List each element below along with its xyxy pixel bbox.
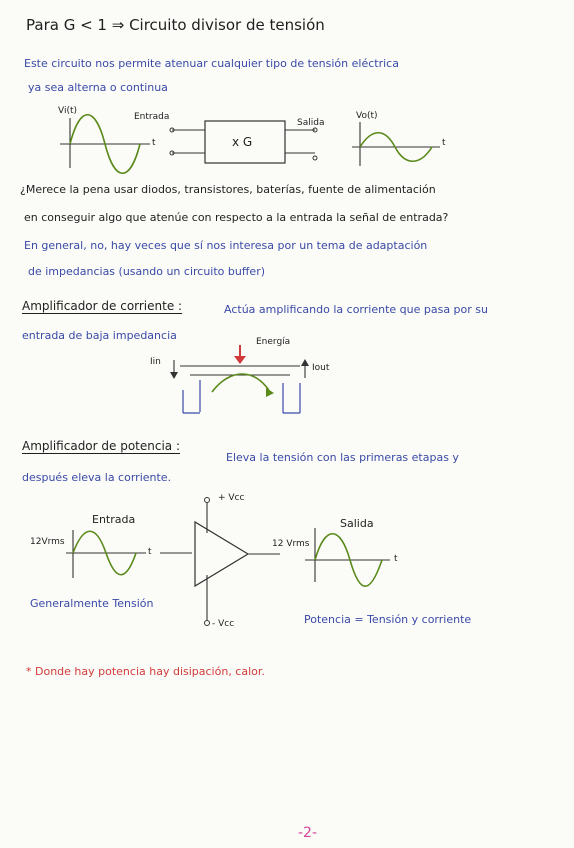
input-sine-wave bbox=[70, 115, 140, 174]
vcc-negative: - Vcc bbox=[212, 619, 235, 629]
iin-label: Iin bbox=[150, 357, 161, 367]
entrada-label: Entrada bbox=[134, 112, 170, 122]
power-amp-title: Amplificador de potencia : bbox=[22, 439, 181, 453]
question-line-1: ¿Merece la pena usar diodos, transistores, baterías, fuente de alimentación bbox=[20, 183, 436, 196]
vin-rms-label: 12Vrms bbox=[30, 537, 65, 547]
power-salida-label: Salida bbox=[340, 517, 374, 530]
power-entrada-label: Entrada bbox=[92, 513, 136, 526]
vcc-positive: + Vcc bbox=[218, 493, 245, 503]
current-amp-desc-1: Actúa amplificando la corriente que pasa por su bbox=[224, 303, 488, 316]
energia-label: Energía bbox=[256, 337, 291, 347]
intro-line-1: Este circuito nos permite atenuar cualquier tipo de tensión eléctrica bbox=[24, 57, 399, 70]
t-axis-left: t bbox=[152, 138, 156, 148]
iout-label: Iout bbox=[312, 363, 330, 373]
power-amp-desc-1: Eleva la tensión con las primeras etapas y bbox=[226, 451, 459, 464]
t-axis-right: t bbox=[442, 138, 446, 148]
vo-label: Vo(t) bbox=[356, 111, 378, 121]
power-t-right: t bbox=[394, 554, 398, 564]
power-t-left: t bbox=[148, 547, 152, 557]
intro-line-2: ya sea alterna o continua bbox=[28, 81, 168, 94]
question-line-2: en conseguir algo que atenúe con respecto a la entrada la señal de entrada? bbox=[24, 211, 449, 224]
vout-rms-label: 12 Vrms bbox=[272, 539, 310, 549]
power-note-left: Generalmente Tensión bbox=[30, 597, 154, 610]
opamp-symbol bbox=[195, 522, 248, 586]
output-sine-wave bbox=[360, 133, 432, 162]
page-number: -2- bbox=[298, 825, 318, 841]
answer-line-2: de impedancias (usando un circuito buffer) bbox=[28, 265, 266, 278]
answer-line-1: En general, no, hay veces que sí nos interesa por un tema de adaptación bbox=[24, 239, 428, 252]
power-note-right: Potencia = Tensión y corriente bbox=[304, 613, 472, 626]
salida-label: Salida bbox=[297, 118, 325, 128]
current-amp-title: Amplificador de corriente : bbox=[22, 299, 183, 313]
page-heading: Para G < 1 ⇒ Circuito divisor de tensión bbox=[26, 16, 325, 34]
gain-box-label: x G bbox=[232, 135, 253, 149]
vin-label: Vi(t) bbox=[58, 106, 78, 116]
current-amp-desc-2: entrada de baja impedancia bbox=[22, 329, 177, 342]
footnote: * Donde hay potencia hay disipación, calor. bbox=[26, 665, 265, 678]
power-amp-desc-2: después eleva la corriente. bbox=[22, 471, 172, 484]
